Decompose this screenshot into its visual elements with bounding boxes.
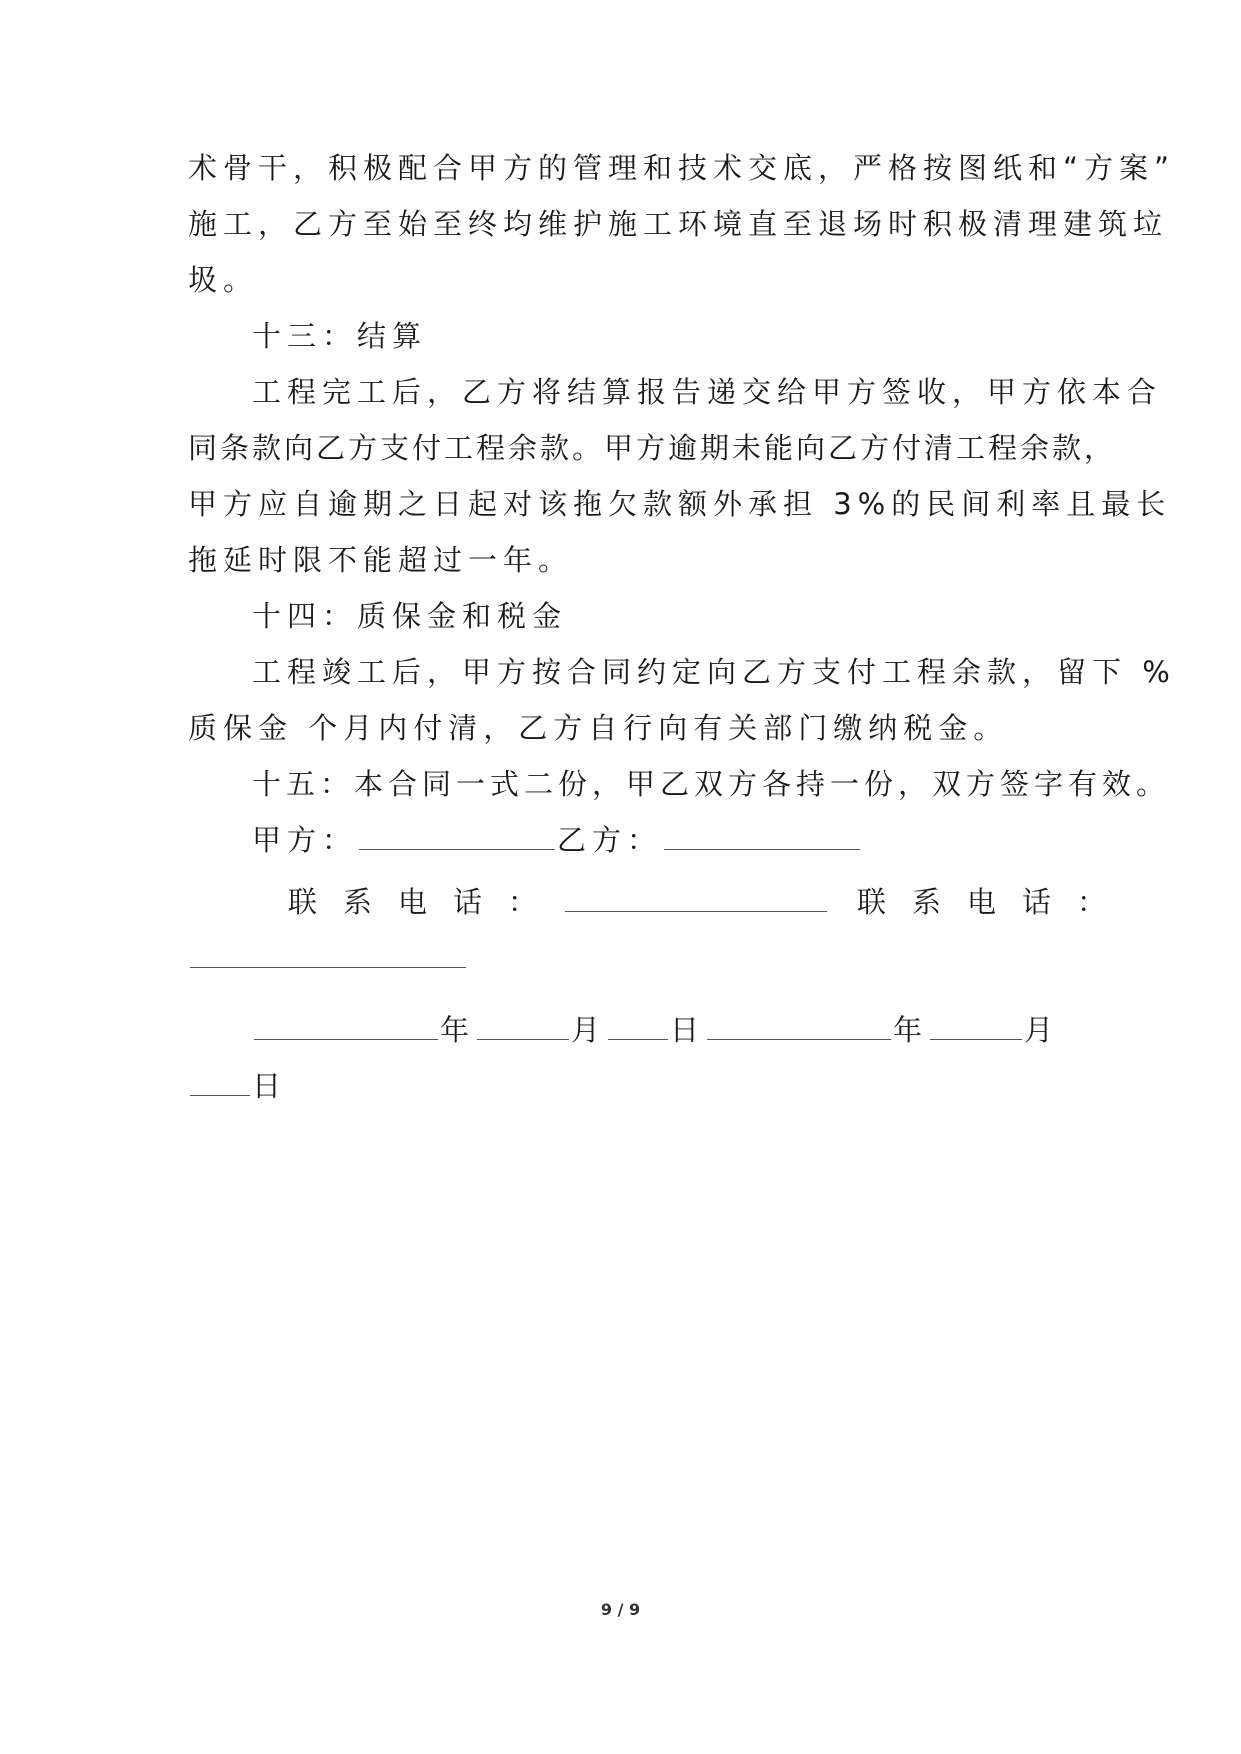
page-number: 9 / 9 — [600, 1600, 641, 1619]
date-line — [252, 1010, 1059, 1050]
year-label-a: 年 — [440, 1013, 476, 1047]
party-b-label: 乙方： — [557, 823, 663, 857]
paragraph-13-line-2: 同条款向乙方支付工程余款。甲方逾期未能向乙方付清工程余款， — [188, 431, 1117, 465]
date-a-day-blank[interactable] — [608, 1013, 668, 1040]
paragraph-12-line-1: 术骨干，积极配合甲方的管理和技术交底，严格按图纸和“方案” — [188, 151, 1176, 185]
paragraph-12-line-3: 圾。 — [188, 263, 259, 297]
year-label-b: 年 — [893, 1013, 929, 1047]
month-label-a: 月 — [571, 1013, 607, 1047]
date-b-day-blank[interactable] — [190, 1069, 250, 1096]
phone-b-blank[interactable] — [190, 941, 466, 968]
date-b-day-line — [188, 1066, 287, 1106]
paragraph-14-line-1: 工程竣工后，甲方按合同约定向乙方支付工程余款，留下 % — [252, 655, 1176, 689]
section-13-heading: 十三：结算 — [252, 319, 428, 353]
paragraph-12-line-2: 施工，乙方至始至终均维护施工环境直至退场时积极清理建筑垃 — [188, 207, 1169, 241]
date-a-year-blank[interactable] — [254, 1013, 438, 1040]
party-b-signature-blank[interactable] — [664, 823, 860, 850]
phone-label-b: 联系电话： — [857, 885, 1133, 919]
party-a-label: 甲方： — [252, 823, 358, 857]
paragraph-14-line-2: 质保金 个月内付清，乙方自行向有关部门缴纳税金。 — [188, 711, 1009, 745]
section-14-heading: 十四：质保金和税金 — [252, 599, 568, 633]
day-label-b: 日 — [252, 1069, 288, 1103]
paragraph-13-line-3: 甲方应自逾期之日起对该拖欠款额外承担 3%的民间利率且最长 — [188, 487, 1172, 521]
day-label-a: 日 — [670, 1013, 706, 1047]
phone-line — [288, 882, 1132, 922]
date-b-month-blank[interactable] — [930, 1013, 1022, 1040]
phone-label-a: 联系电话： — [288, 885, 564, 919]
month-label-b: 月 — [1024, 1013, 1060, 1047]
date-a-month-blank[interactable] — [477, 1013, 569, 1040]
section-15-text: 十五：本合同一式二份，甲乙双方各持一份，双方签字有效。 — [252, 767, 1171, 801]
party-a-signature-blank[interactable] — [359, 823, 555, 850]
phone-b-line — [188, 938, 468, 978]
date-b-year-blank[interactable] — [707, 1013, 891, 1040]
phone-a-blank[interactable] — [565, 885, 827, 912]
paragraph-13-line-1: 工程完工后，乙方将结算报告递交给甲方签收，甲方依本合 — [252, 375, 1163, 409]
paragraph-13-line-4: 拖延时限不能超过一年。 — [188, 543, 574, 577]
party-signature-line — [252, 820, 862, 860]
